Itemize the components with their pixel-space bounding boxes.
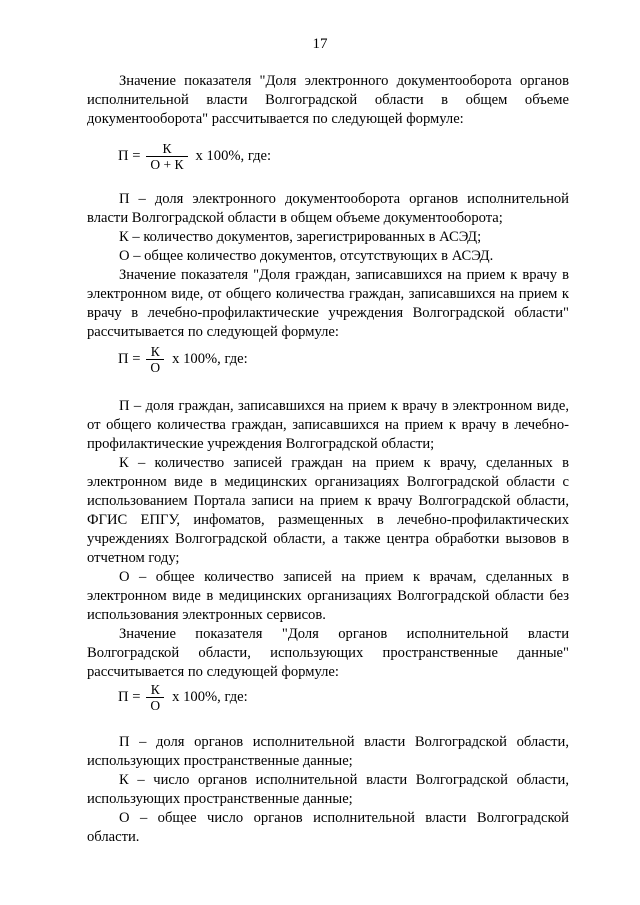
definition-p-3: П – доля органов исполнительной власти Волгоградской области, использующих пространственные данные; <box>87 734 569 769</box>
formula-denominator: О <box>146 359 164 375</box>
formula-denominator: О + К <box>146 156 187 172</box>
paragraph-indicator-1-intro: Значение показателя "Доля электронного документооборота органов исполнительной власти Волгоградской области в общем объеме документооборота" рассчитывается по следующей формуле: <box>87 73 569 127</box>
formula-numerator: К <box>150 343 160 359</box>
formula-fraction <box>146 344 164 375</box>
formula-lhs: П = <box>118 688 141 705</box>
definition-o-2: О – общее количество записей на прием к врачам, сделанных в электронном виде в медицинских организациях Волгоградской области без использования электронных сервисов. <box>87 569 569 623</box>
formula-3 <box>118 679 248 715</box>
definition-k-1: К – количество документов, зарегистрированных в АСЭД; <box>119 229 482 245</box>
definition-o-1: О – общее количество документов, отсутствующих в АСЭД. <box>119 248 494 264</box>
formula-lhs: П = <box>118 147 141 164</box>
paragraph-indicator-3-intro: Значение показателя "Доля органов исполнительной власти Волгоградской области, использующих пространственные данные" рассчитывается по следующей формуле: <box>87 626 569 680</box>
formula-tail: х 100%, где: <box>172 688 248 705</box>
formula-fraction <box>146 682 164 713</box>
definition-p-2: П – доля граждан, записавшихся на прием к врачу в электронном виде, от общего количества граждан, записавшихся на прием к врачу в лечебно-профилактические учреждения Волгоградской области; <box>87 398 569 452</box>
formula-numerator: К <box>162 140 172 156</box>
definition-p-1: П – доля электронного документооборота органов исполнительной власти Волгоградской области в общем объеме документооборота; <box>87 191 569 226</box>
paragraph-indicator-2-intro: Значение показателя "Доля граждан, записавшихся на прием к врачу в электронном виде, от общего количества граждан, записавшихся на прием к врачу в лечебно-профилактические учреждения Волгоградской области" рассчитывается по следующей формуле: <box>87 267 569 340</box>
page-number: 17 <box>312 36 328 52</box>
formula-lhs: П = <box>118 350 141 367</box>
definition-k-3: К – число органов исполнительной власти Волгоградской области, использующих пространственные данные; <box>87 772 569 807</box>
formula-numerator: К <box>150 681 160 697</box>
formula-tail: х 100%, где: <box>172 350 248 367</box>
formula-1 <box>118 138 271 174</box>
formula-denominator: О <box>146 697 164 713</box>
definition-k-2: К – количество записей граждан на прием к врачу, сделанных в электронном виде в медицинских организациях Волгоградской области с использованием Портала записи на прием к врачу Волгоградской области, ФГИС ЕПГУ, инфоматов, размещенных в лечебно-профилактических учреждениях Волгоградской области, а также центра обработки вызовов в отчетном году; <box>87 455 569 566</box>
formula-fraction <box>146 141 187 172</box>
definition-o-3: О – общее число органов исполнительной власти Волгоградской области. <box>87 810 569 845</box>
formula-tail: х 100%, где: <box>195 147 272 164</box>
formula-2 <box>118 341 248 377</box>
